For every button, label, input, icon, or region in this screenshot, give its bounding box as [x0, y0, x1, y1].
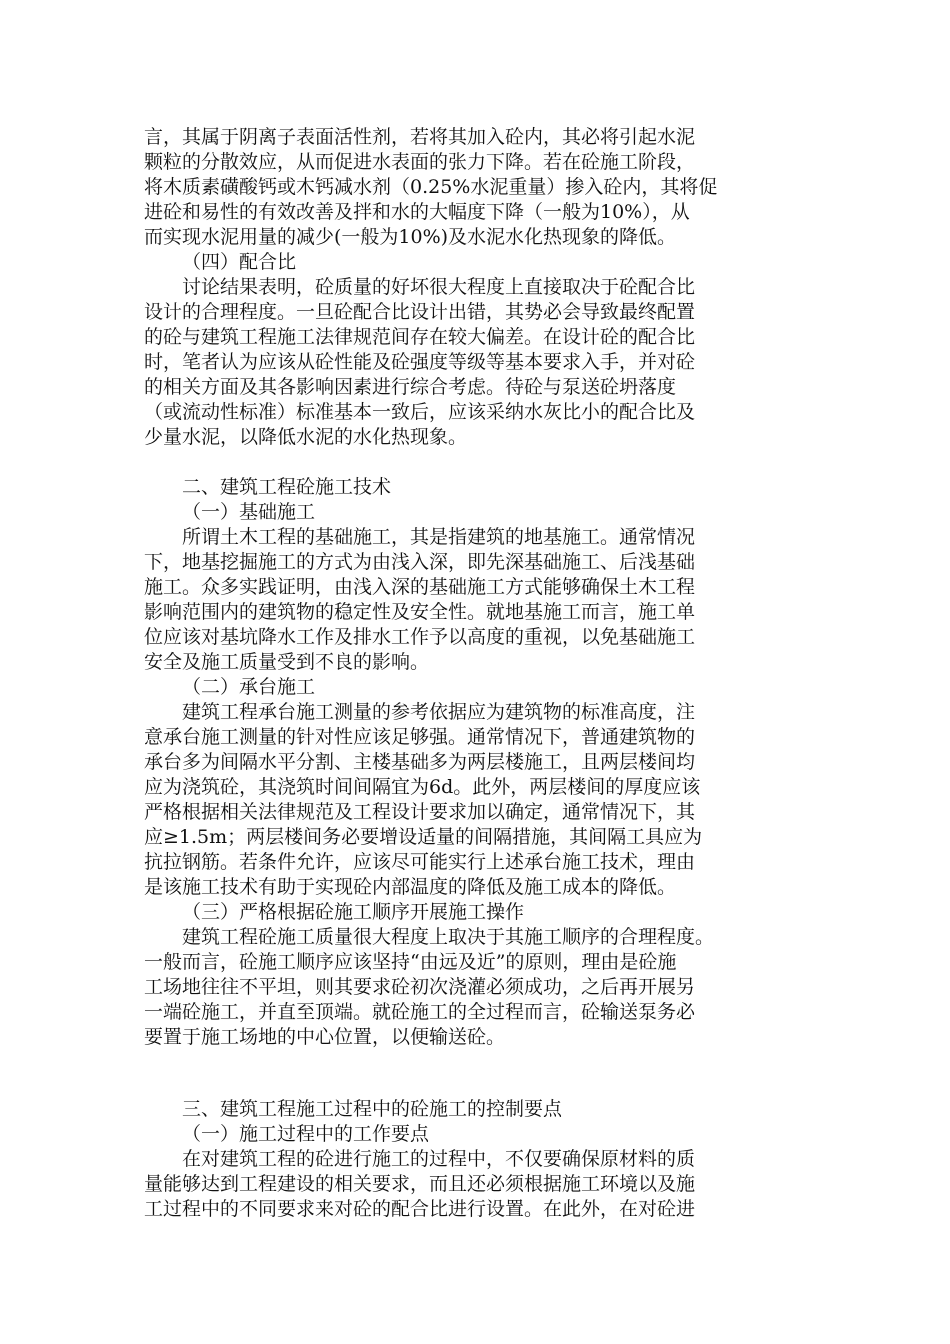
paragraph-line: 的相关方面及其各影响因素进行综合考虑。待砼与泵送砼坍落度	[144, 376, 677, 398]
paragraph-line: 设计的合理程度。一旦砼配合比设计出错，其势必会导致最终配置	[144, 301, 696, 323]
paragraph-line: 应≥1.5m；两层楼间务必要增设适量的间隔措施，其间隔工具应为	[144, 826, 703, 848]
paragraph-line: 进砼和易性的有效改善及拌和水的大幅度下降（一般为10%），从	[144, 201, 690, 223]
paragraph-line: 是该施工技术有助于实现砼内部温度的降低及施工成本的降低。	[144, 876, 677, 898]
paragraph-line: 工过程中的不同要求来对砼的配合比进行设置。在此外，在对砼进	[144, 1198, 696, 1220]
paragraph-line: 的砼与建筑工程施工法律规范间存在较大偏差。在设计砼的配合比	[144, 326, 696, 348]
section-heading-2: 二、建筑工程砼施工技术	[182, 476, 392, 498]
paragraph-line: 严格根据相关法律规范及工程设计要求加以确定，通常情况下，其	[144, 801, 696, 823]
paragraph-line: 影响范围内的建筑物的稳定性及安全性。就地基施工而言，施工单	[144, 601, 696, 623]
paragraph-line: 要置于施工场地的中心位置，以便输送砼。	[144, 1026, 506, 1048]
paragraph-line: 承台多为间隔水平分割、主楼基础多为两层楼施工，且两层楼间均	[144, 751, 696, 773]
subheading-mix-ratio: （四）配合比	[182, 251, 297, 273]
paragraph-line: 所谓土木工程的基础施工，其是指建筑的地基施工。通常情况	[182, 526, 696, 548]
paragraph-line: 将木质素磺酸钙或木钙减水剂（0.25%水泥重量）掺入砼内，其将促	[144, 176, 718, 198]
paragraph-line: 在对建筑工程的砼进行施工的过程中，不仅要确保原材料的质	[182, 1148, 696, 1170]
paragraph-line: 位应该对基坑降水工作及排水工作予以高度的重视，以免基础施工	[144, 626, 696, 648]
paragraph-line: 意承台施工测量的针对性应该足够强。通常情况下，普通建筑物的	[144, 726, 696, 748]
subheading-sequence: （三）严格根据砼施工顺序开展施工操作	[182, 901, 525, 923]
paragraph-line: 工场地往往不平坦，则其要求砼初次浇灌必须成功，之后再开展另	[144, 976, 696, 998]
paragraph-line: （或流动性标准）标准基本一致后，应该采纳水灰比小的配合比及	[144, 401, 696, 423]
paragraph-line: 安全及施工质量受到不良的影响。	[144, 651, 430, 673]
section-heading-3: 三、建筑工程施工过程中的砼施工的控制要点	[182, 1098, 563, 1120]
subheading-work-points: （一）施工过程中的工作要点	[182, 1123, 430, 1145]
paragraph-line: 讨论结果表明，砼质量的好坏很大程度上直接取决于砼配合比	[182, 276, 696, 298]
paragraph-line: 应为浇筑砼，其浇筑时间间隔宜为6d。此外，两层楼间的厚度应该	[144, 776, 701, 798]
subheading-cap: （二）承台施工	[182, 676, 316, 698]
paragraph-line: 抗拉钢筋。若条件允许，应该尽可能实行上述承台施工技术，理由	[144, 851, 696, 873]
subheading-foundation: （一）基础施工	[182, 501, 316, 523]
paragraph-line: 颗粒的分散效应，从而促进水表面的张力下降。若在砼施工阶段，	[144, 151, 696, 173]
paragraph-line: 一端砼施工，并直至顶端。就砼施工的全过程而言，砼输送泵务必	[144, 1001, 696, 1023]
paragraph-line: 下，地基挖掘施工的方式为由浅入深，即先深基础施工、后浅基础	[144, 551, 696, 573]
paragraph-line: 一般而言，砼施工顺序应该坚持“由远及近”的原则，理由是砼施	[144, 951, 677, 973]
paragraph-line: 量能够达到工程建设的相关要求，而且还必须根据施工环境以及施	[144, 1173, 696, 1195]
paragraph-line: 施工。众多实践证明，由浅入深的基础施工方式能够确保土木工程	[144, 576, 696, 598]
paragraph-line: 言，其属于阴离子表面活性剂，若将其加入砼内，其必将引起水泥	[144, 126, 696, 148]
paragraph-line: 而实现水泥用量的减少(一般为10%)及水泥水化热现象的降低。	[144, 226, 677, 248]
paragraph-line: 建筑工程承台施工测量的参考依据应为建筑物的标准高度，注	[182, 701, 696, 723]
paragraph-line: 时，笔者认为应该从砼性能及砼强度等级等基本要求入手，并对砼	[144, 351, 696, 373]
paragraph-line: 建筑工程砼施工质量很大程度上取决于其施工顺序的合理程度。	[182, 926, 715, 948]
paragraph-line: 少量水泥，以降低水泥的水化热现象。	[144, 426, 468, 448]
